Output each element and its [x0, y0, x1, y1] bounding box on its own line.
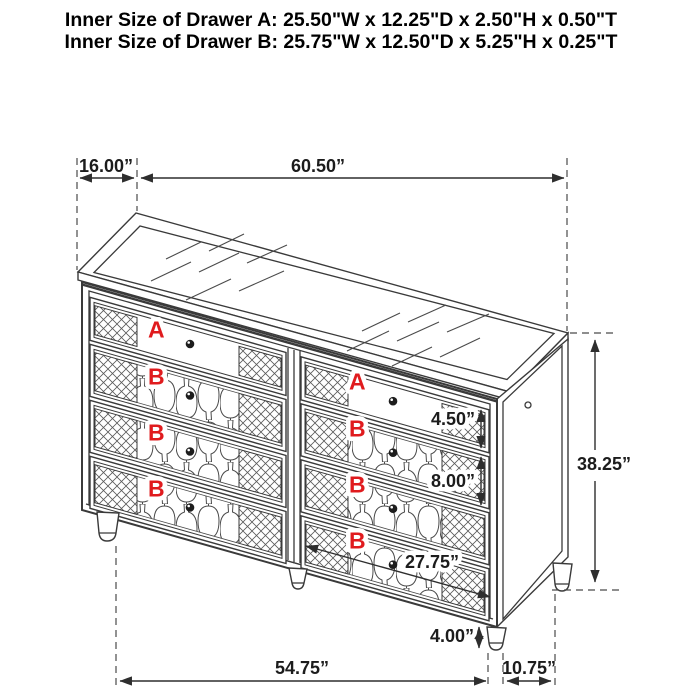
dresser-drawing: [78, 213, 572, 650]
drawer-knob: [186, 503, 195, 512]
drawer-label: A: [148, 316, 165, 343]
drawer-knob: [186, 447, 195, 456]
drawer-width-label: 27.75”: [404, 552, 460, 572]
drawer-label: B: [148, 419, 165, 446]
drawer-label: B: [349, 471, 366, 498]
drawer-knob: [186, 340, 195, 349]
back-right-leg: [553, 563, 572, 591]
bottom-depth-label: 10.75”: [501, 658, 557, 678]
top-depth-label: 16.00”: [78, 156, 134, 176]
drawer-label: B: [349, 415, 366, 442]
front-right-leg: [487, 627, 506, 650]
drawer-knob: [389, 504, 398, 513]
drawer-b-height-label: 8.00”: [430, 471, 475, 491]
front-left-leg: [97, 512, 119, 541]
drawer-knob: [389, 560, 398, 569]
drawer-label: A: [349, 368, 366, 395]
drawer-knob: [186, 391, 195, 400]
top-width-label: 60.50”: [290, 156, 346, 176]
title-line-2: Inner Size of Drawer B: 25.75"W x 12.50"D x 5.25"H x 0.25"T: [64, 31, 618, 53]
leg-height-label: 4.00”: [429, 626, 474, 646]
drawer-label: B: [148, 475, 165, 502]
drawer-a-height-label: 4.50”: [430, 409, 475, 429]
bottom-width-label: 54.75”: [274, 658, 330, 678]
drawer-label: B: [349, 527, 366, 554]
overall-height-label: 38.25”: [576, 454, 632, 474]
title-line-1: Inner Size of Drawer A: 25.50"W x 12.25"D x 2.50"H x 0.50"T: [64, 9, 618, 31]
drawer-knob: [389, 448, 398, 457]
drawer-knob: [389, 397, 398, 406]
drawer-label: B: [148, 363, 165, 390]
front-middle-leg: [289, 568, 307, 589]
